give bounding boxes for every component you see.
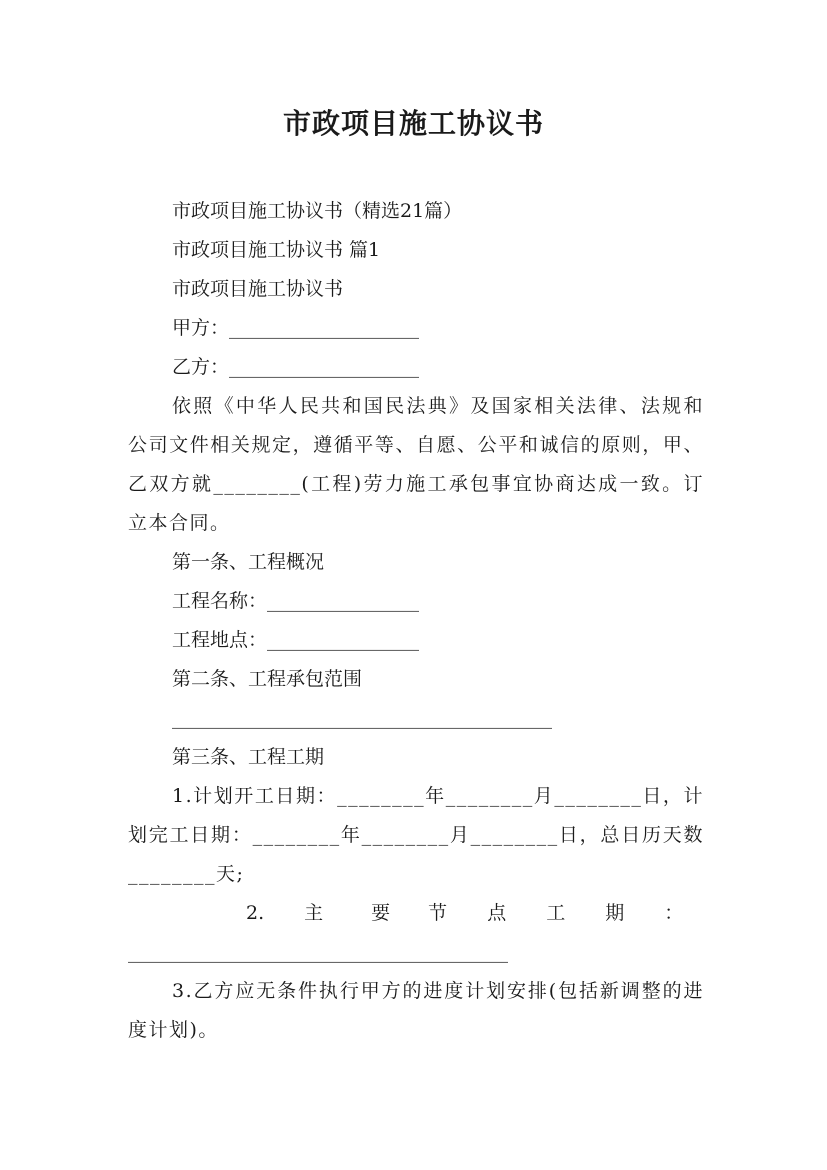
project-location-line: 工程地点：________________ [172,629,420,651]
article-3-heading: 第三条、工程工期 [172,746,325,768]
section-heading-1: 市政项目施工协议书 篇1 [172,239,381,261]
spread-char: 工 [546,902,566,924]
schedule-paragraph: 1.计划开工日期：________年________月________日，计划完工日期：________年________月________日，总日历天数________天; [128,785,704,885]
spread-char: 主 [304,902,324,924]
party-b-line: 乙方：____________________ [172,356,420,378]
spread-char: 期 [605,902,625,924]
preamble-paragraph: 依照《中华人民共和国民法典》及国家相关法律、法规和公司文件相关规定，遵循平等、自愿、公平和诚信的原则，甲、乙双方就________(工程)劳力施工承包事宜协商达成一致。订立本合同。 [128,395,704,534]
project-name-line: 工程名称：________________ [172,590,420,612]
milestone-spread-line [128,894,704,933]
schedule-compliance-paragraph: 3.乙方应无条件执行甲方的进度计划安排(包括新调整的进度计划)。 [128,980,704,1041]
spread-char: 要 [371,902,391,924]
document-title: 市政项目施工协议书 [282,107,544,140]
spread-char: ： [664,902,684,924]
article-1-heading: 第一条、工程概况 [172,551,325,573]
article-2-heading: 第二条、工程承包范围 [172,668,363,690]
spread-char: 点 [487,902,507,924]
spread-char: 节 [428,902,448,924]
document-body [128,192,704,1050]
milestone-blank-line: ________________________________________ [128,941,508,963]
agreement-name-line: 市政项目施工协议书 [172,278,344,300]
spread-char: 2. [246,902,265,924]
subtitle-line: 市政项目施工协议书（精选21篇） [172,200,463,222]
party-a-line: 甲方：____________________ [172,317,420,339]
scope-blank-line: ________________________________________ [172,707,552,729]
